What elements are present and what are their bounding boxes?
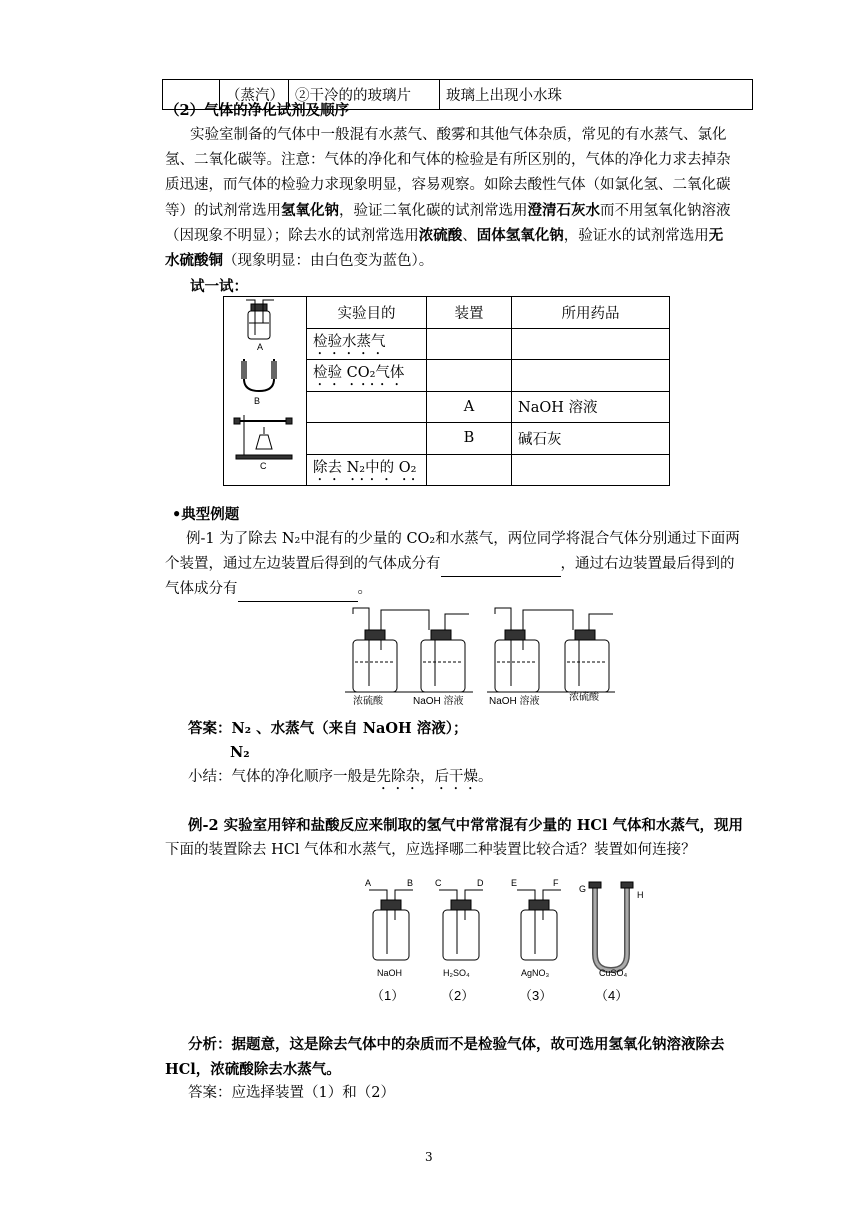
top-cell-2: （蒸汽） xyxy=(220,80,289,110)
ex2-apparatus-figure xyxy=(355,870,665,1006)
try-header-device: 装置 xyxy=(427,297,512,329)
fig2-letter-f: F xyxy=(553,878,559,888)
fig2-reagent-1: NaOH xyxy=(377,968,403,978)
apparatus-figures xyxy=(224,297,306,481)
try-row: 检验水蒸气 xyxy=(224,328,670,360)
para-line-3: 质迅速，而气体的检验力求现象明显，容易观察。如除去酸性气体（如氯化氢、二氧化碳 xyxy=(165,177,731,193)
fig2-num-2: （2） xyxy=(441,988,475,1003)
ex1-apparatus-figure xyxy=(345,600,615,712)
fig2-letter-d: D xyxy=(477,878,484,888)
try-row: A NaOH 溶液 xyxy=(224,391,670,423)
top-cell-3: ②干冷的的玻璃片 xyxy=(289,80,440,110)
fig-label-b: B xyxy=(254,396,261,406)
top-cell-4: 玻璃上出现小水珠 xyxy=(440,80,753,110)
summary-line: 小结：气体的净化顺序一般是先除杂，后干燥。 xyxy=(188,769,493,785)
fig2-reagent-3: AgNO₃ xyxy=(521,968,550,978)
fig-label-c: C xyxy=(260,461,267,471)
para-line-6: 水硫酸铜（现象明显：由白色变为蓝色）。 xyxy=(165,252,434,269)
fig2-letter-h: H xyxy=(637,890,644,900)
para-line-4: 等）的试剂常选用氢氧化钠，验证二氧化碳的试剂常选用澄清石灰水而不用氢氧化钠溶液 xyxy=(165,202,731,219)
fig2-reagent-4: CuSO₄ xyxy=(599,968,628,978)
try-row: 检验 CO₂气体 xyxy=(224,360,670,392)
analysis-line-2: HCl，浓硫酸除去水蒸气。 xyxy=(165,1061,341,1078)
ex1-line-3: 气体成分有 。 xyxy=(165,577,372,602)
ex1-answer-line-2: N₂ xyxy=(230,744,250,761)
fig1-label-1: 浓硫酸 xyxy=(353,696,383,707)
examples-heading: •典型例题 xyxy=(172,506,240,523)
try-header-reagent: 所用药品 xyxy=(512,297,670,329)
try-table xyxy=(223,296,670,486)
fig2-letter-e: E xyxy=(511,878,518,888)
ex1-line-1: 例-1 为了除去 N₂中混有的少量的 CO₂和水蒸气，两位同学将混合气体分别通过下面两 xyxy=(186,531,740,547)
fig1-label-4: 浓硫酸 xyxy=(569,692,599,703)
apparatus-figure-cell xyxy=(224,297,307,486)
try-label: 试一试： xyxy=(190,278,248,295)
fig2-num-4: （4） xyxy=(595,988,629,1003)
try-row: B 碱石灰 xyxy=(224,423,670,455)
fig2-num-3: （3） xyxy=(519,988,553,1003)
fig2-letter-a: A xyxy=(365,878,372,888)
fig2-num-1: （1） xyxy=(371,988,405,1003)
section-heading: （2）气体的净化试剂及顺序 xyxy=(165,102,350,119)
try-header-purpose: 实验目的 xyxy=(307,297,427,329)
try-row: 除去 N₂中的 O₂ xyxy=(224,454,670,486)
ex2-answer: 答案：应选择装置（1）和（2） xyxy=(188,1085,395,1101)
ex2-line-1: 例-2 实验室用锌和盐酸反应来制取的氢气中常常混有少量的 HCl 气体和水蒸气，现用 xyxy=(188,817,743,834)
ex1-answer-line-1: 答案：N₂ 、水蒸气（来自 NaOH 溶液）； xyxy=(188,720,468,737)
fig2-reagent-2: H₂SO₄ xyxy=(443,968,470,978)
para-line-2: 氢、二氧化碳等。注意：气体的净化和气体的检验是有所区别的，气体的净化力求去掉杂 xyxy=(165,152,731,168)
fig2-letter-c: C xyxy=(435,878,442,888)
fig1-label-2: NaOH 溶液 xyxy=(413,696,464,707)
fig2-letter-g: G xyxy=(579,884,587,894)
fig-label-a: A xyxy=(257,342,264,352)
para-line-1: 实验室制备的气体中一般混有水蒸气、酸雾和其他气体杂质，常见的有水蒸气、氯化 xyxy=(190,127,727,143)
ex1-line-2: 个装置，通过左边装置后得到的气体成分有 ，通过右边装置最后得到的 xyxy=(165,552,735,577)
fig2-letter-b: B xyxy=(407,878,414,888)
page-number: 3 xyxy=(425,1150,433,1164)
ex2-line-2: 下面的装置除去 HCl 气体和水蒸气，应选择哪二种装置比较合适？装置如何连接？ xyxy=(165,842,696,858)
para-line-5: （因现象不明显）；除去水的试剂常选用浓硫酸、固体氢氧化钠，验证水的试剂常选用无 xyxy=(165,227,724,244)
fig1-label-3: NaOH 溶液 xyxy=(489,696,540,707)
analysis-line-1: 分析：据题意，这是除去气体中的杂质而不是检验气体，故可选用氢氧化钠溶液除去 xyxy=(188,1036,725,1053)
